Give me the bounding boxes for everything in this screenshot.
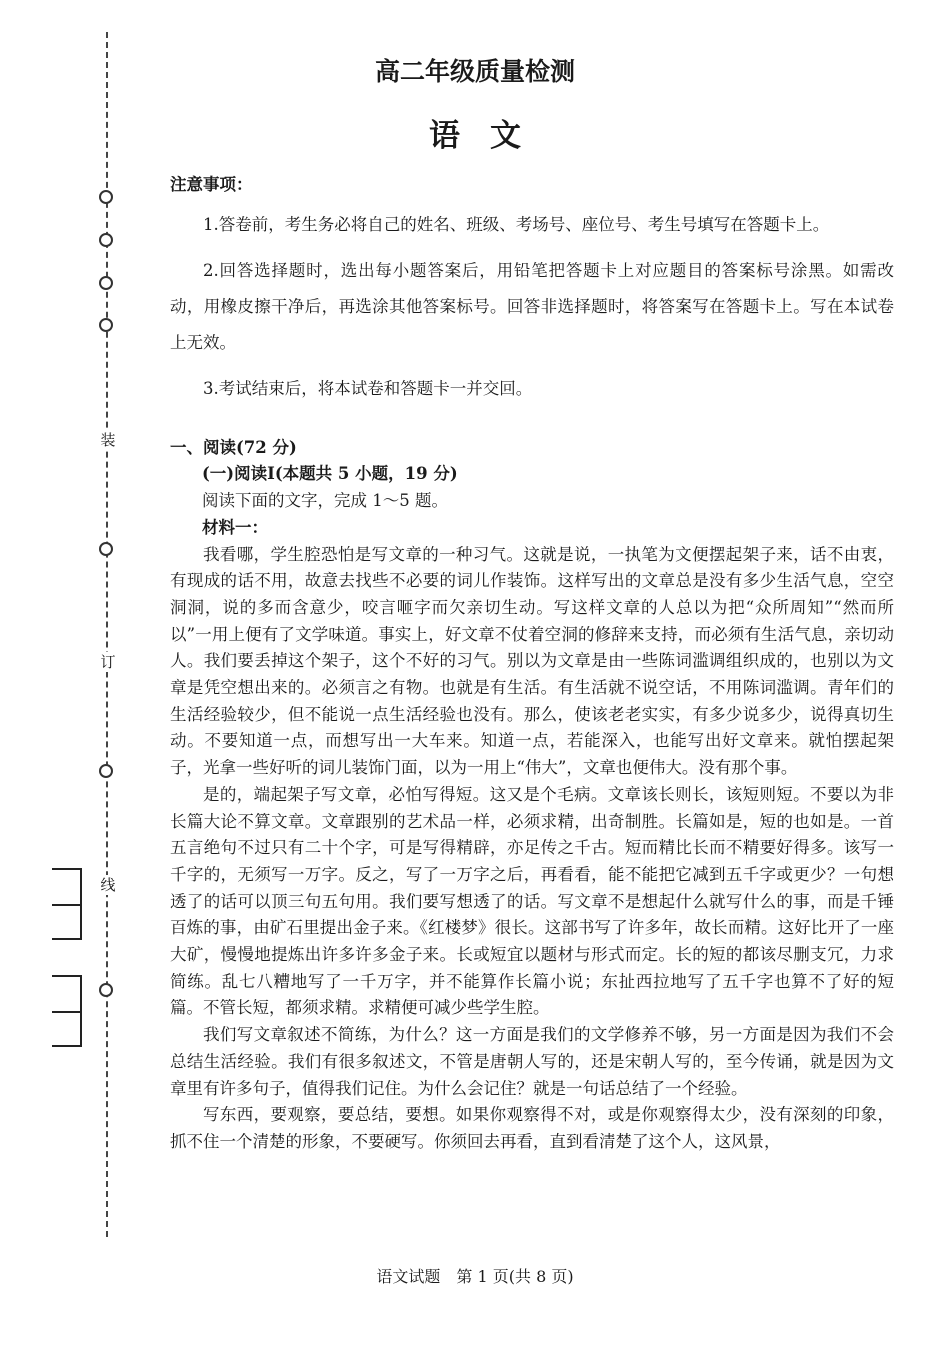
binding-hole — [99, 764, 113, 778]
part-heading: (一)阅读Ⅰ(本题共 5 小题，19 分) — [202, 464, 458, 484]
page-footer: 语文试题 第 1 页(共 8 页) — [376, 1267, 574, 1286]
score-box — [52, 975, 82, 1047]
passage-paragraph: 写东西，要观察，要总结，要想。如果你观察得不对，或是你观察得太少，没有深刻的印象，抓不住一个清楚的形象，不要硬写。你须回去再看，直到看清楚了这个人，这风景， — [170, 1105, 894, 1151]
exam-title: 高二年级质量检测 — [374, 57, 575, 86]
notice-heading: 注意事项： — [170, 175, 253, 194]
passage-paragraph: 是的，端起架子写文章，必怕写得短。这又是个毛病。文章该长则长，该短则短。不要以为非长篇大论不算文章。文章跟别的艺术品一样，必须求精，出奇制胜。长篇如是，短的也如是。一首五言绝句不过只有二十个字，可是写得精辟，亦足传之千古。短而精比长而不精要好得多。该写一千字的，无须写一万字。反之，写了一万字之后，再看看，能不能把它减到五千字或更少？一句想透了的话可以顶三句五句用。我们要写想透了的话。写文章不是想起什么就写什么的事，而是千锤百炼的事，由矿石里提出金子来。《红楼梦》很长。这部书写了许多年，故长而精。这好比开了一座大矿，慢慢地提炼出许多许多金子来。长或短宜以题材与形式而定。长的短的都该尽删支冗，力求简练。乱七八糟地写了一千万字，并不能算作长篇小说；东扯西拉地写了五千字也算不了好的短篇。不管长短，都须求精。求精便可减少些学生腔。 — [170, 784, 894, 1018]
binding-label-ding: 订 — [100, 653, 116, 671]
binding-label-zhuang: 装 — [100, 431, 116, 449]
passage-paragraph: 我们写文章叙述不简练，为什么？这一方面是我们的文学修养不够，另一方面是因为我们不会总结生活经验。我们有很多叙述文，不管是唐朝人写的，还是宋朝人写的，至今传诵，就是因为文章里有许多句子，值得我们记住。为什么会记住？就是一句话总结了一个经验。 — [170, 1025, 894, 1098]
binding-hole — [99, 190, 113, 204]
binding-hole — [99, 542, 113, 556]
passage-paragraph: 我看哪，学生腔恐怕是写文章的一种习气。这就是说，一执笔为文便摆起架子来，话不由衷，有现成的话不用，故意去找些不必要的词儿作装饰。这样写出的文章总是没有多少生活气息，空空洞洞，说的多而含意少，咬言咂字而欠亲切生动。写这样文章的人总以为把“众所周知”“然而所以”一用上便有了文学味道。事实上，好文章不仗着空洞的修辞来支持，而必须有生活气息，亲切动人。我们要丢掉这个架子，这个不好的习气。别以为文章是由一些陈词滥调组织成的，也别以为文章是凭空想出来的。必须言之有物。也就是有生活。有生活就不说空话，不用陈词滥调。青年们的生活经验较少，但不能说一点生活经验也没有。那么，使该老老实实，有多少说多少，说得真切生动。不要知道一点，而想写出一大车来。知道一点，若能深入，也能写出好文章来。就怕摆起架子，光拿一些好听的词儿装饰门面，以为一用上“伟大”，文章也便伟大。没有那个事。 — [170, 544, 894, 778]
exam-content — [170, 172, 894, 1156]
binding-hole — [99, 983, 113, 997]
notice-item: 3.考试结束后，将本试卷和答题卡一并交回。 — [203, 378, 533, 398]
subject-title: 语文 — [429, 118, 551, 154]
binding-label-xian: 线 — [100, 876, 116, 894]
score-box — [52, 868, 82, 940]
binding-hole — [99, 276, 113, 290]
notice-item: 1.答卷前，考生务必将自己的姓名、班级、考场号、座位号、考生号填写在答题卡上。 — [203, 214, 830, 234]
instruction-text: 阅读下面的文字，完成 1～5 题。 — [202, 491, 448, 511]
binding-dashed-line — [106, 32, 108, 1237]
binding-hole — [99, 318, 113, 332]
section-heading: 一、阅读(72 分) — [170, 437, 297, 457]
notice-block — [170, 172, 894, 407]
material-label: 材料一： — [202, 517, 268, 537]
reading-passage — [170, 542, 894, 1156]
binding-hole — [99, 233, 113, 247]
notice-item: 2.回答选择题时，选出每小题答案后，用铅笔把答题卡上对应题目的答案标号涂黑。如需改动，用橡皮擦干净后，再选涂其他答案标号。回答非选择题时，将答案写在答题卡上。写在本试卷上无效。 — [170, 260, 894, 352]
